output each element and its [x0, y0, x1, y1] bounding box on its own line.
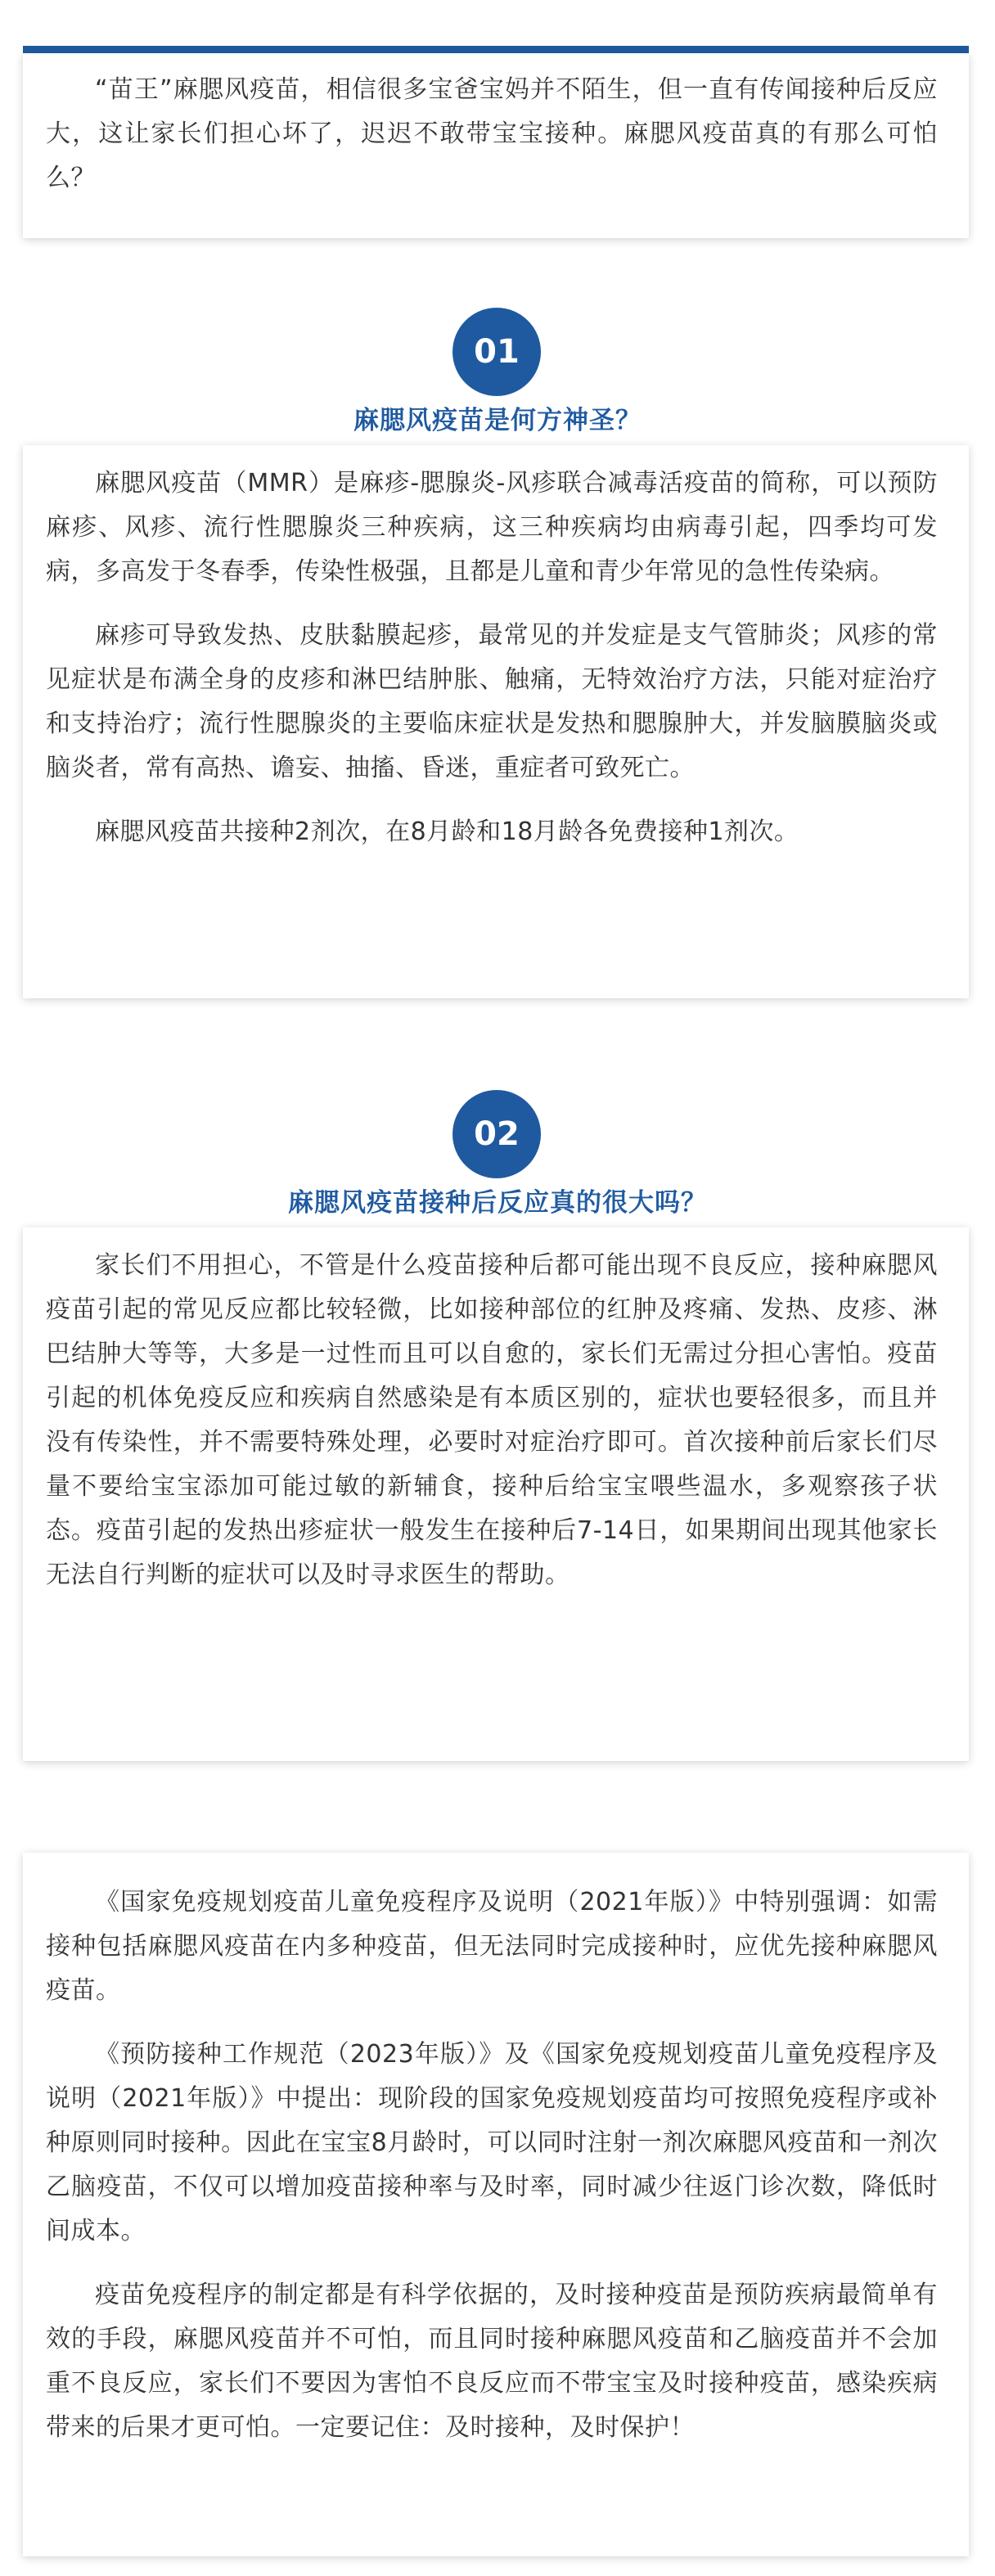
section-paragraph: 家长们不用担心，不管是什么疫苗接种后都可能出现不良反应，接种麻腮风疫苗引起的常见反应都比较轻微，比如接种部位的红肿及疼痛、发热、皮疹、淋巴结肿大等等，大多是一过性而且可以自愈的，家长们无需过分担心害怕。疫苗引起的机体免疫反应和疾病自然感染是有本质区别的，症状也要轻很多，而且并没有传染性，并不需要特殊处理，必要时对症治疗即可。首次接种前后家长们尽量不要给宝宝添加可能过敏的新辅食，接种后给宝宝喂些温水，多观察孩子状态。疫苗引起的发热出疹症状一般发生在接种后7-14日，如果期间出现其他家长无法自行判断的症状可以及时寻求医生的帮助。 — [46, 1251, 938, 1589]
section-paragraph: 麻疹可导致发热、皮肤黏膜起疹，最常见的并发症是支气管肺炎；风疹的常见症状是布满全身的皮疹和淋巴结肿胀、触痛，无特效治疗方法，只能对症治疗和支持治疗；流行性腮腺炎的主要临床症状是发热和腮腺肿大，并发脑膜脑炎或脑炎者，常有高热、谵妄、抽搐、昏迷，重症者可致死亡。 — [46, 621, 938, 782]
closing-paragraph: 《国家免疫规划疫苗儿童免疫程序及说明（2021年版）》中特别强调：如需接种包括麻腮风疫苗在内多种疫苗，但无法同时完成接种时，应优先接种麻腮风疫苗。 — [46, 1888, 938, 2005]
section-title: 麻腮风疫苗是何方神圣？ — [353, 406, 642, 435]
section-card — [23, 445, 969, 998]
intro-card — [23, 53, 969, 238]
section-card — [23, 1227, 969, 1761]
section-paragraph: 麻腮风疫苗共接种2剂次，在8月龄和18月龄各免费接种1剂次。 — [95, 817, 799, 846]
closing-paragraph: 《预防接种工作规范（2023年版）》及《国家免疫规划疫苗儿童免疫程序及说明（2021年版）》中提出：现阶段的国家免疫规划疫苗均可按照免疫程序或补种原则同时接种。因此在宝宝8月龄时，可以同时注射一剂次麻腮风疫苗和一剂次乙脑疫苗，不仅可以增加疫苗接种率与及时率，同时减少往返门诊次数，降低时间成本。 — [46, 2040, 938, 2245]
section-title: 麻腮风疫苗接种后反应真的很大吗？ — [288, 1188, 707, 1218]
closing-paragraph: 疫苗免疫程序的制定都是有科学依据的，及时接种疫苗是预防疾病最简单有效的手段，麻腮风疫苗并不可怕，而且同时接种麻腮风疫苗和乙脑疫苗并不会加重不良反应，家长们不要因为害怕不良反应而不带宝宝及时接种疫苗，感染疾病带来的后果才更可怕。一定要记住：及时接种，及时保护！ — [46, 2281, 938, 2442]
closing-card — [23, 1853, 969, 2556]
section-paragraph: 麻腮风疫苗（MMR）是麻疹-腮腺炎-风疹联合减毒活疫苗的简称，可以预防麻疹、风疹、流行性腮腺炎三种疾病，这三种疾病均由病毒引起，四季均可发病，多高发于冬春季，传染性极强，且都是儿童和青少年常见的急性传染病。 — [46, 469, 938, 586]
intro-paragraph: “苗王”麻腮风疫苗，相信很多宝爸宝妈并不陌生，但一直有传闻接种后反应大，这让家长们担心坏了，迟迟不敢带宝宝接种。麻腮风疫苗真的有那么可怕么？ — [46, 75, 938, 192]
section-number-badge: 01 — [452, 308, 541, 396]
section-number-badge: 02 — [452, 1090, 541, 1178]
top-accent-bar — [23, 46, 969, 53]
